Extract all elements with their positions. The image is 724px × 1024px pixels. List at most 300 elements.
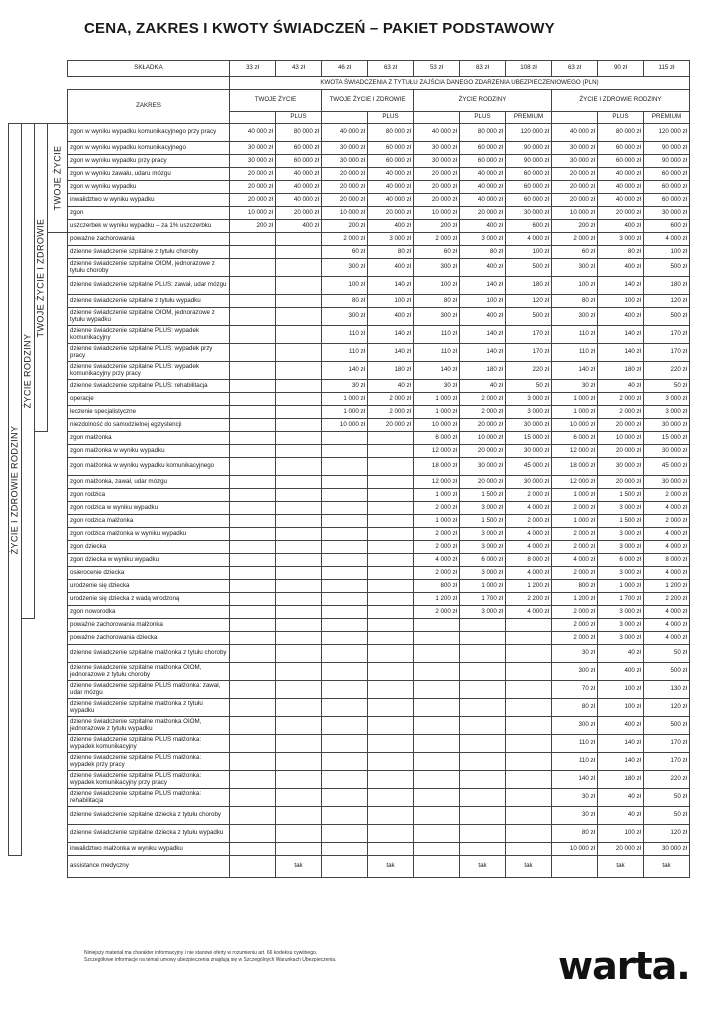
value-cell: 45 000 zł — [506, 458, 552, 476]
value-cell: 100 zł — [414, 277, 460, 295]
value-cell — [276, 476, 322, 489]
value-cell: 3 000 zł — [598, 528, 644, 541]
value-cell — [322, 606, 368, 619]
row-label: poważne zachorowania małżonka — [68, 619, 230, 632]
value-cell — [414, 807, 460, 825]
value-cell — [230, 380, 276, 393]
value-cell — [276, 246, 322, 259]
value-cell — [230, 632, 276, 645]
value-cell: 110 zł — [322, 326, 368, 344]
value-cell — [230, 362, 276, 380]
value-cell: 110 zł — [322, 344, 368, 362]
value-cell: tak — [460, 856, 506, 878]
value-cell: 400 zł — [598, 308, 644, 326]
variant-cell — [414, 112, 460, 124]
value-cell: 3 000 zł — [598, 541, 644, 554]
value-cell: 30 000 zł — [644, 843, 690, 856]
table-row — [9, 645, 690, 663]
value-cell — [230, 295, 276, 308]
table-row — [9, 489, 690, 502]
table-row — [9, 246, 690, 259]
value-cell: 1 000 zł — [322, 406, 368, 419]
value-cell: 10 000 zł — [322, 207, 368, 220]
table-row — [9, 155, 690, 168]
value-cell: 1 000 zł — [552, 393, 598, 406]
value-cell: 2 000 zł — [552, 567, 598, 580]
value-cell — [322, 445, 368, 458]
skladka-label: SKŁADKA — [68, 61, 230, 77]
row-label: dzienne świadczenie szpitalne małżonka z tytułu wypadku — [68, 699, 230, 717]
value-cell: 110 zł — [552, 753, 598, 771]
value-cell: 2 000 zł — [414, 606, 460, 619]
value-cell: 40 000 zł — [598, 194, 644, 207]
value-cell: 30 000 zł — [552, 155, 598, 168]
value-cell — [276, 606, 322, 619]
value-cell — [368, 580, 414, 593]
value-cell: 100 zł — [460, 295, 506, 308]
value-cell — [276, 771, 322, 789]
value-cell: 30 000 zł — [644, 476, 690, 489]
value-cell: 90 000 zł — [644, 155, 690, 168]
value-cell: 20 000 zł — [598, 843, 644, 856]
value-cell: 1 000 zł — [460, 580, 506, 593]
value-cell: 2 000 zł — [598, 393, 644, 406]
table-row — [9, 432, 690, 445]
value-cell — [276, 458, 322, 476]
value-cell: 400 zł — [460, 220, 506, 233]
value-cell: 2 200 zł — [506, 593, 552, 606]
variant-cell — [230, 112, 276, 124]
value-cell: 800 zł — [414, 580, 460, 593]
value-cell: 2 000 zł — [414, 528, 460, 541]
value-cell: 20 000 zł — [322, 181, 368, 194]
value-cell — [368, 445, 414, 458]
value-cell — [322, 515, 368, 528]
variant-cell: PREMIUM — [644, 112, 690, 124]
vertical-group-label: TWOJE ŻYCIE I ZDROWIE — [35, 218, 46, 337]
value-cell: 300 zł — [552, 717, 598, 735]
value-cell: 200 zł — [552, 220, 598, 233]
value-cell — [230, 843, 276, 856]
value-cell — [230, 541, 276, 554]
value-cell: 1 500 zł — [598, 515, 644, 528]
value-cell: 50 zł — [644, 807, 690, 825]
value-cell: 100 zł — [598, 295, 644, 308]
table-row — [9, 619, 690, 632]
value-cell — [230, 753, 276, 771]
value-cell: 3 000 zł — [598, 233, 644, 246]
value-cell — [368, 528, 414, 541]
value-cell: 3 000 zł — [460, 233, 506, 246]
table-row — [9, 663, 690, 681]
row-label: dzienne świadczenie szpitalne małżonka OIOM, jednorazowe z tytułu choroby — [68, 663, 230, 681]
value-cell — [368, 789, 414, 807]
value-cell: 30 zł — [552, 645, 598, 663]
value-cell: 1 500 zł — [460, 489, 506, 502]
variant-cell: PLUS — [598, 112, 644, 124]
value-cell: 20 000 zł — [460, 476, 506, 489]
value-cell: 40 zł — [598, 645, 644, 663]
value-cell — [414, 843, 460, 856]
value-cell — [276, 717, 322, 735]
value-cell — [460, 789, 506, 807]
value-cell: 200 zł — [414, 220, 460, 233]
value-cell: 100 zł — [644, 246, 690, 259]
value-cell: 18 000 zł — [414, 458, 460, 476]
variant-cell — [322, 112, 368, 124]
value-cell — [322, 632, 368, 645]
value-cell: 1 000 zł — [552, 515, 598, 528]
value-cell: 8 000 zł — [644, 554, 690, 567]
value-cell: 300 zł — [414, 308, 460, 326]
value-cell: 1 000 zł — [552, 489, 598, 502]
value-cell: 40 zł — [598, 807, 644, 825]
value-cell: 30 000 zł — [230, 155, 276, 168]
value-cell: 10 000 zł — [460, 432, 506, 445]
value-cell — [230, 432, 276, 445]
value-cell — [276, 380, 322, 393]
value-cell — [506, 717, 552, 735]
table-row — [9, 194, 690, 207]
group-zycie-zdrowie-rodziny — [9, 124, 22, 856]
value-cell — [414, 771, 460, 789]
value-cell: 20 000 zł — [368, 419, 414, 432]
value-cell — [368, 593, 414, 606]
value-cell: 12 000 zł — [414, 476, 460, 489]
value-cell — [276, 295, 322, 308]
value-cell — [368, 502, 414, 515]
value-cell: 220 zł — [644, 362, 690, 380]
value-cell: 20 000 zł — [598, 445, 644, 458]
value-cell — [368, 717, 414, 735]
value-cell: 40 000 zł — [598, 181, 644, 194]
value-cell: 60 000 zł — [460, 155, 506, 168]
value-cell: 60 000 zł — [598, 142, 644, 155]
value-cell: 60 zł — [552, 246, 598, 259]
row-label: poważne zachorowania dziecka — [68, 632, 230, 645]
value-cell — [460, 771, 506, 789]
value-cell: 2 000 zł — [414, 233, 460, 246]
table-row — [9, 515, 690, 528]
value-cell: 3 000 zł — [460, 606, 506, 619]
value-cell — [276, 619, 322, 632]
value-cell: 100 zł — [368, 295, 414, 308]
value-cell: 50 zł — [506, 380, 552, 393]
value-cell: 100 zł — [598, 699, 644, 717]
package-header: TWOJE ŻYCIE I ZDROWIE — [322, 90, 414, 112]
value-cell — [322, 825, 368, 843]
value-cell: 400 zł — [598, 220, 644, 233]
value-cell: 3 000 zł — [460, 541, 506, 554]
value-cell: 2 000 zł — [414, 541, 460, 554]
value-cell: 4 000 zł — [506, 567, 552, 580]
zakres-label: ZAKRES — [68, 90, 230, 124]
value-cell — [368, 771, 414, 789]
value-cell — [276, 681, 322, 699]
vertical-group-label: ŻYCIE I ZDROWIE RODZINY — [9, 425, 20, 554]
value-cell: 170 zł — [644, 735, 690, 753]
value-cell: 8 000 zł — [506, 554, 552, 567]
value-cell: 45 000 zł — [644, 458, 690, 476]
table-row — [9, 458, 690, 476]
value-cell: 1 500 zł — [460, 515, 506, 528]
group-spacer — [9, 856, 68, 878]
value-cell: 180 zł — [368, 362, 414, 380]
value-cell: 30 zł — [322, 380, 368, 393]
value-cell: 300 zł — [322, 259, 368, 277]
value-cell — [230, 489, 276, 502]
value-cell: 15 000 zł — [644, 432, 690, 445]
price-cell: 63 zł — [552, 61, 598, 77]
table-row — [9, 380, 690, 393]
value-cell: 30 000 zł — [414, 155, 460, 168]
value-cell: tak — [276, 856, 322, 878]
row-label: zgon małżonka w wyniku wypadku — [68, 445, 230, 458]
value-cell: 2 000 zł — [552, 541, 598, 554]
value-cell: 60 000 zł — [276, 142, 322, 155]
value-cell: 40 000 zł — [460, 181, 506, 194]
value-cell: 110 zł — [414, 326, 460, 344]
value-cell: 100 zł — [322, 277, 368, 295]
value-cell — [230, 458, 276, 476]
price-cell: 63 zł — [368, 61, 414, 77]
value-cell: 80 000 zł — [460, 124, 506, 142]
value-cell: 140 zł — [368, 277, 414, 295]
table-row — [9, 753, 690, 771]
value-cell — [276, 807, 322, 825]
value-cell — [276, 233, 322, 246]
value-cell — [460, 663, 506, 681]
value-cell: 60 000 zł — [368, 142, 414, 155]
value-cell — [230, 619, 276, 632]
value-cell: 220 zł — [506, 362, 552, 380]
value-cell — [230, 554, 276, 567]
value-cell: 110 zł — [552, 735, 598, 753]
value-cell — [230, 789, 276, 807]
value-cell: 80 000 zł — [368, 124, 414, 142]
value-cell — [230, 393, 276, 406]
value-cell: 50 zł — [644, 645, 690, 663]
value-cell: 180 zł — [598, 771, 644, 789]
table-row — [9, 856, 690, 878]
value-cell — [230, 567, 276, 580]
value-cell — [368, 843, 414, 856]
value-cell: 20 000 zł — [460, 207, 506, 220]
value-cell — [322, 753, 368, 771]
value-cell — [276, 489, 322, 502]
value-cell: 1 000 zł — [552, 406, 598, 419]
value-cell — [506, 753, 552, 771]
value-cell: 300 zł — [552, 663, 598, 681]
value-cell — [368, 753, 414, 771]
variant-cell: PLUS — [368, 112, 414, 124]
value-cell — [276, 663, 322, 681]
value-cell — [230, 681, 276, 699]
value-cell: 30 000 zł — [506, 207, 552, 220]
value-cell: 2 000 zł — [460, 406, 506, 419]
value-cell: 200 zł — [322, 220, 368, 233]
row-label: dzienne świadczenie szpitalne PLUS małżonka: zawał, udar mózgu — [68, 681, 230, 699]
value-cell: 400 zł — [598, 259, 644, 277]
value-cell: 300 zł — [552, 259, 598, 277]
price-cell: 53 zł — [414, 61, 460, 77]
row-label: dzienne świadczenie szpitalne PLUS małżonka: wypadek komunikacyjny przy pracy — [68, 771, 230, 789]
value-cell: 80 zł — [414, 295, 460, 308]
value-cell — [506, 807, 552, 825]
value-cell — [322, 458, 368, 476]
value-cell: 120 zł — [644, 295, 690, 308]
value-cell — [322, 663, 368, 681]
value-cell: 40 000 zł — [414, 124, 460, 142]
table-row — [9, 124, 690, 142]
value-cell: 10 000 zł — [598, 432, 644, 445]
value-cell — [322, 528, 368, 541]
value-cell: 600 zł — [506, 220, 552, 233]
benefits-table — [8, 60, 690, 878]
variant-cell: PREMIUM — [506, 112, 552, 124]
value-cell: 500 zł — [644, 663, 690, 681]
value-cell: 140 zł — [368, 326, 414, 344]
value-cell: 400 zł — [460, 308, 506, 326]
value-cell — [506, 789, 552, 807]
row-label: dzienne świadczenie szpitalne PLUS małżonka: rehabilitacja — [68, 789, 230, 807]
value-cell — [230, 515, 276, 528]
row-label: zgon dziecka — [68, 541, 230, 554]
value-cell: 60 000 zł — [368, 155, 414, 168]
value-cell: 30 zł — [552, 380, 598, 393]
value-cell — [368, 489, 414, 502]
value-cell — [230, 771, 276, 789]
value-cell — [460, 753, 506, 771]
value-cell — [368, 663, 414, 681]
table-row — [9, 717, 690, 735]
value-cell: 20 000 zł — [598, 476, 644, 489]
value-cell — [322, 645, 368, 663]
value-cell: 60 000 zł — [460, 142, 506, 155]
value-cell: 30 zł — [552, 807, 598, 825]
header-spacer — [68, 77, 230, 90]
value-cell — [506, 699, 552, 717]
value-cell: 400 zł — [598, 717, 644, 735]
value-cell — [276, 541, 322, 554]
value-cell: 80 zł — [552, 699, 598, 717]
row-label: dzienne świadczenie szpitalne PLUS: wypadek komunikacyjny — [68, 326, 230, 344]
value-cell — [322, 489, 368, 502]
table-row — [9, 445, 690, 458]
row-label: zgon w wyniku zawału, udaru mózgu — [68, 168, 230, 181]
row-label: zgon noworodka — [68, 606, 230, 619]
value-cell: 4 000 zł — [506, 233, 552, 246]
value-cell — [230, 246, 276, 259]
value-cell: 4 000 zł — [506, 541, 552, 554]
row-label: leczenie specjalistyczne — [68, 406, 230, 419]
value-cell: 40 zł — [460, 380, 506, 393]
value-cell: 1 700 zł — [460, 593, 506, 606]
value-cell: 70 zł — [552, 681, 598, 699]
value-cell — [368, 735, 414, 753]
value-cell — [276, 502, 322, 515]
disclaimer-line-2: Szczegółowe informacje na temat umowy ubezpieczenia znajdują się w Szczególnych Warunkach Ubezpieczenia. — [84, 957, 337, 963]
value-cell: 20 000 zł — [414, 168, 460, 181]
value-cell: 2 000 zł — [552, 619, 598, 632]
value-cell — [322, 619, 368, 632]
table-row — [9, 476, 690, 489]
value-cell: 20 000 zł — [552, 181, 598, 194]
value-cell: 1 200 zł — [506, 580, 552, 593]
value-cell — [460, 807, 506, 825]
value-cell: 60 zł — [414, 246, 460, 259]
value-cell: 40 000 zł — [276, 168, 322, 181]
row-label: assistance medyczny — [68, 856, 230, 878]
variant-cell — [552, 112, 598, 124]
value-cell: 3 000 zł — [598, 619, 644, 632]
value-cell: 40 000 zł — [552, 124, 598, 142]
value-cell: 500 zł — [644, 717, 690, 735]
value-cell — [276, 554, 322, 567]
value-cell — [368, 699, 414, 717]
value-cell — [322, 580, 368, 593]
table-row — [9, 142, 690, 155]
value-cell: 80 000 zł — [598, 124, 644, 142]
value-cell: 3 000 zł — [460, 528, 506, 541]
page-title: CENA, ZAKRES I KWOTY ŚWIADCZEŃ – PAKIET PODSTAWOWY — [84, 20, 555, 37]
value-cell: 3 000 zł — [644, 393, 690, 406]
value-cell: 140 zł — [598, 735, 644, 753]
value-cell — [368, 619, 414, 632]
value-cell: 140 zł — [322, 362, 368, 380]
table-row — [9, 344, 690, 362]
table-row — [9, 393, 690, 406]
value-cell: 4 000 zł — [644, 502, 690, 515]
value-cell: 40 000 zł — [230, 124, 276, 142]
value-cell: 10 000 zł — [414, 419, 460, 432]
value-cell: 1 000 zł — [414, 393, 460, 406]
value-cell: 30 000 zł — [598, 458, 644, 476]
value-cell — [414, 663, 460, 681]
value-cell — [506, 681, 552, 699]
value-cell: 60 000 zł — [598, 155, 644, 168]
value-cell: 4 000 zł — [506, 528, 552, 541]
value-cell: 3 000 zł — [506, 393, 552, 406]
value-cell — [230, 476, 276, 489]
value-cell: 20 000 zł — [368, 207, 414, 220]
value-cell — [230, 233, 276, 246]
value-cell: 3 000 zł — [368, 233, 414, 246]
value-cell — [276, 567, 322, 580]
table-row — [9, 502, 690, 515]
table-row — [9, 220, 690, 233]
value-cell: 140 zł — [368, 344, 414, 362]
value-cell: 20 000 zł — [230, 181, 276, 194]
price-cell: 90 zł — [598, 61, 644, 77]
package-header: TWOJE ŻYCIE — [230, 90, 322, 112]
price-cell: 115 zł — [644, 61, 690, 77]
value-cell: 500 zł — [644, 259, 690, 277]
table-row — [9, 735, 690, 753]
value-cell: 2 000 zł — [506, 515, 552, 528]
value-cell — [276, 445, 322, 458]
value-cell — [460, 735, 506, 753]
value-cell: 20 000 zł — [552, 194, 598, 207]
group-zycie-rodziny — [22, 124, 35, 619]
row-label: zgon małżonka — [68, 432, 230, 445]
value-cell: 30 000 zł — [506, 419, 552, 432]
value-cell: 60 000 zł — [506, 168, 552, 181]
value-cell: 60 000 zł — [506, 194, 552, 207]
value-cell: 18 000 zł — [552, 458, 598, 476]
table-row — [9, 168, 690, 181]
table-row — [9, 259, 690, 277]
